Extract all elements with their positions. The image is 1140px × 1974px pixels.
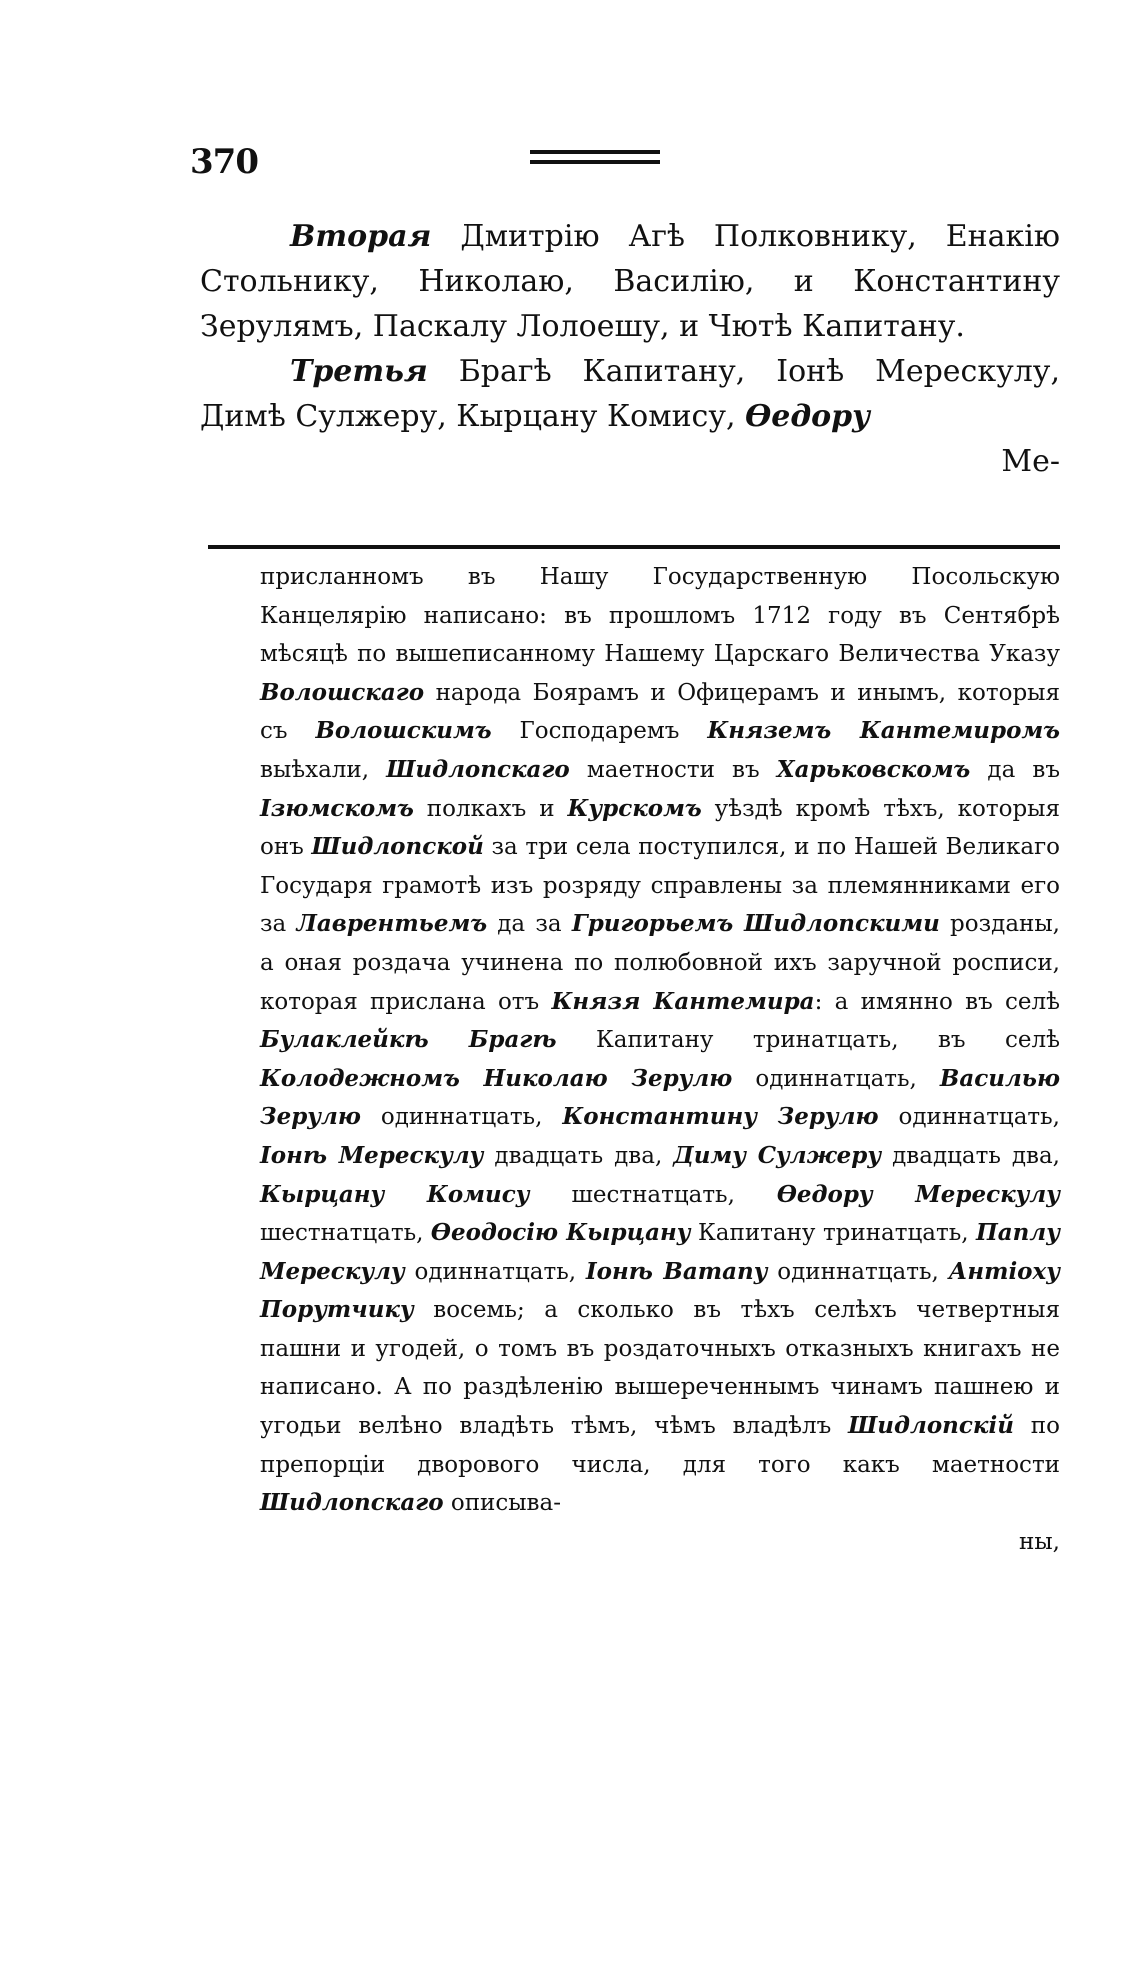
- footnote-segment: : а имянно въ селѣ: [814, 988, 1060, 1015]
- header-ornament-rule: [530, 150, 660, 154]
- footnote-segment: двадцать два,: [483, 1142, 674, 1169]
- footnote-segment: выѣхали,: [260, 756, 387, 783]
- footnote-segment: Господаремъ: [491, 718, 708, 745]
- footnote-segment: уѣздѣ кромѣ тѣхъ, которыя онъ: [260, 795, 1060, 861]
- paragraph-second: [200, 214, 1060, 349]
- footnote-segment: двадцать два,: [881, 1142, 1060, 1169]
- footnote-name-italic: Шидлопскаго: [260, 1489, 444, 1517]
- header-ornament-rule: [530, 160, 660, 164]
- footnote-name-italic: Курскомъ: [567, 794, 702, 822]
- footnote-name-italic: Диму Сулжеру: [673, 1141, 882, 1169]
- footnote-segment: одиннатцать,: [732, 1065, 940, 1092]
- footnote-name-italic: Василью Зерулю: [260, 1064, 1060, 1131]
- footnote-name-italic: Іонѣ Ватапу: [585, 1257, 768, 1285]
- footnote-segment: да за: [487, 911, 572, 938]
- footnote-name-italic: Іонѣ Мерескулу: [260, 1141, 484, 1169]
- footnote-name-italic: Кырцану Комису: [260, 1180, 530, 1208]
- footnote-name-italic: Волошскимъ: [315, 717, 492, 745]
- footnote-segment: народа Боярамъ и Офицерамъ и инымъ, которыя съ: [260, 679, 1060, 745]
- footnote-segment: маетности въ: [569, 756, 777, 783]
- footnote-separator: [208, 545, 1060, 549]
- footnote-segment: за три села поступился, и по Нашей Великаго Государя грамотѣ изъ розряду справлены за племянниками его за: [260, 834, 1060, 938]
- footnote-name-italic: Колодежномъ Николаю Зерулю: [260, 1064, 733, 1092]
- catchword: Ме-: [1001, 444, 1060, 479]
- footnote-last-line: ны,: [1019, 1528, 1060, 1555]
- footnote-name-italic: Князя Кантемира: [551, 987, 815, 1015]
- footnote-segment: одиннатцать,: [878, 1104, 1060, 1131]
- footnote-name-italic: Булаклейкѣ Брагѣ: [260, 1026, 557, 1054]
- footnote-segment: шестнатцать,: [260, 1220, 431, 1247]
- footnote-name-italic: Харьковскомъ: [776, 755, 971, 783]
- page-number: 370: [190, 142, 258, 182]
- footnote-segment: одиннатцать,: [404, 1258, 586, 1285]
- footnote-segment: Капитану тринатцать, въ селѣ: [556, 1027, 1060, 1054]
- footnote-segment: да въ: [970, 756, 1060, 783]
- footnote-name-italic: Шидлопскій: [848, 1412, 1014, 1440]
- footnote-name-italic: Княземъ Кантемиромъ: [707, 717, 1060, 745]
- footnote-name-italic: Ізюмскомъ: [260, 794, 414, 822]
- paragraph-text: Дмитрію Агѣ Полковнику, Енакію Стольнику, Николаю, Василію, и Константину Зерулямъ, Паскалу Лолоешу, и Чютѣ Капитану.: [200, 219, 1060, 344]
- paragraph-label: Вторая: [290, 219, 432, 254]
- footnote-name-italic: Константину Зерулю: [562, 1103, 879, 1131]
- footnote-segment: полкахъ и: [413, 795, 568, 822]
- footnote-segment: одиннатцать,: [767, 1258, 949, 1285]
- paragraph-text-italic: Ѳедору: [745, 399, 871, 434]
- paragraph-text: Брагѣ Капитану, Іонѣ Мерескулу, Димѣ Сулжеру, Кырцану Комису,: [200, 354, 1060, 434]
- footnote-segment: описыва-: [443, 1490, 561, 1517]
- footnote-name-italic: Шидлопскаго: [386, 755, 570, 783]
- footnote-segment: одиннатцать,: [360, 1104, 563, 1131]
- footnote-name-italic: Паплу Мерескулу: [260, 1219, 1060, 1285]
- paragraph-label: Третья: [290, 354, 428, 389]
- footnote-segment: по препорціи дворового числа, для того какъ маетности: [260, 1413, 1060, 1478]
- footnote-segment: восемь; а сколько въ тѣхъ селѣхъ четвертныя пашни и угодей, о томъ въ роздаточныхъ отказныхъ книгахъ не написано. А по раздѣленію вышереченнымъ чинамъ пашнею и угодьи велѣно владѣть тѣмъ, чѣмъ владѣлъ: [260, 1297, 1060, 1440]
- footnote-name-italic: Ѳеодосію Кырцану: [430, 1219, 691, 1247]
- footnote-name-italic: Лаврентьемъ: [296, 910, 488, 938]
- footnote-segment: присланномъ въ Нашу Государственную Посольскую Канцелярію написано: въ прошломъ 1712 году въ Сентябрѣ мѣсяцѣ по вышеписанному Нашему Царскаго Величества Указу: [260, 564, 1060, 668]
- footnote-name-italic: Антіоху Порутчику: [260, 1257, 1060, 1324]
- footnote-text: [260, 558, 1060, 1523]
- footnote-name-italic: Волошскаго: [260, 678, 425, 706]
- footnote-name-italic: Ѳедору Мерескулу: [776, 1180, 1060, 1208]
- footnote: [260, 558, 1060, 1561]
- paragraph-third: [200, 349, 1060, 439]
- footnote-name-italic: Шидлопской: [311, 833, 484, 861]
- footnote-segment: шестнатцать,: [529, 1181, 777, 1208]
- main-text: [200, 214, 1060, 484]
- footnote-name-italic: Григорьемъ Шидлопскими: [571, 910, 940, 938]
- footnote-segment: розданы, а оная роздача учинена по полюбовной ихъ заручной росписи, которая прислана отъ: [260, 911, 1060, 1015]
- footnote-segment: Капитану тринатцать,: [690, 1220, 977, 1247]
